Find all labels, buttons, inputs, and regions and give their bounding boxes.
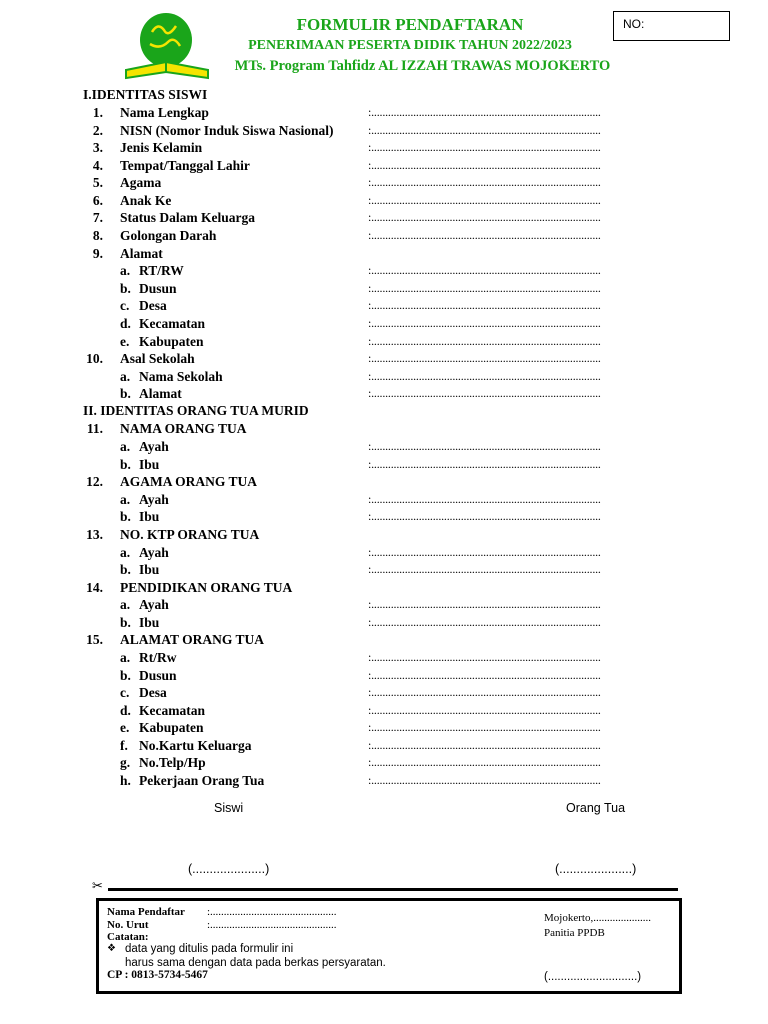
registration-slip <box>96 898 682 994</box>
diamond-bullet-icon: ❖ <box>107 943 116 954</box>
subfield-letter: a. <box>120 368 131 384</box>
subfield-letter: e. <box>120 720 130 736</box>
form-row <box>0 544 768 561</box>
subfield-letter: c. <box>120 685 130 701</box>
field-number: 6. <box>92 192 103 208</box>
subfield-letter: f. <box>120 737 128 753</box>
subfield-label: Kabupaten <box>139 333 204 349</box>
form-row <box>0 174 768 191</box>
school-logo <box>122 10 212 82</box>
subfield-letter: b. <box>120 456 131 472</box>
field-label: NISN (Nomor Induk Siswa Nasional) <box>120 122 334 138</box>
subfield-label: Ibu <box>139 456 160 472</box>
form-row <box>0 491 768 508</box>
subfield-letter: a. <box>120 544 131 560</box>
fill-in-field[interactable]: :.................................................................................. <box>368 122 601 137</box>
contact-phone: CP : 0813-5734-5467 <box>107 969 208 981</box>
fill-in-field[interactable]: :.................................................................................. <box>368 175 601 190</box>
subfield-label: RT/RW <box>139 263 184 279</box>
subfield-letter: d. <box>120 702 131 718</box>
section-student-identity: I.IDENTITAS SISWI <box>83 87 208 102</box>
subfield-letter: a. <box>120 491 131 507</box>
fill-in-field[interactable]: :.................................................................................. <box>368 544 601 559</box>
slip-place-date: Mojokerto,..................... <box>544 912 651 924</box>
fill-in-field[interactable]: :.................................................................................. <box>368 192 601 207</box>
fill-in-field[interactable]: :.................................................................................. <box>368 456 601 471</box>
parent-signature-blank[interactable]: (.....................) <box>555 862 637 876</box>
subfield-label: Ayah <box>139 597 169 613</box>
slip-committee-signature[interactable]: (............................) <box>544 971 642 983</box>
field-number: 2. <box>92 122 103 138</box>
subfield-letter: b. <box>120 509 131 525</box>
form-row <box>0 526 768 543</box>
form-row <box>0 315 768 332</box>
slip-name-label: Nama Pendaftar <box>107 906 185 918</box>
form-row <box>0 438 768 455</box>
subfield-letter: b. <box>120 280 131 296</box>
scissors-icon: ✂ <box>92 879 103 894</box>
field-number: 7. <box>92 210 103 226</box>
form-row <box>0 139 768 156</box>
fill-in-field[interactable]: :.................................................................................. <box>368 315 601 330</box>
form-row <box>0 333 768 350</box>
fill-in-field[interactable]: :.................................................................................. <box>368 333 601 348</box>
subfield-label: Kecamatan <box>139 702 205 718</box>
fill-in-field[interactable]: :.................................................................................. <box>368 737 601 752</box>
fill-in-field[interactable]: :.................................................................................. <box>368 649 601 664</box>
registration-number-label: NO: <box>623 17 645 31</box>
form-row <box>0 614 768 631</box>
subfield-label: Ibu <box>139 509 160 525</box>
fill-in-field[interactable]: :.................................................................................. <box>368 228 601 243</box>
field-label: ALAMAT ORANG TUA <box>120 632 265 648</box>
slip-committee: Panitia PPDB <box>544 927 605 939</box>
subfield-label: Dusun <box>139 280 177 296</box>
field-label: Anak Ke <box>120 192 172 208</box>
field-number: 12. <box>86 474 103 490</box>
subfield-label: Ayah <box>139 544 169 560</box>
cut-line <box>108 888 678 891</box>
field-label: Alamat <box>120 245 163 261</box>
subfield-label: Alamat <box>139 386 182 402</box>
fill-in-field[interactable]: :.................................................................................. <box>368 105 601 119</box>
slip-number-label: No. Urut <box>107 919 149 931</box>
form-row <box>0 420 768 437</box>
fill-in-field[interactable]: :.................................................................................. <box>368 491 601 506</box>
fill-in-field[interactable]: :.................................................................................. <box>368 720 601 735</box>
field-number: 8. <box>92 228 103 244</box>
fill-in-field[interactable]: :.................................................................................. <box>368 140 601 155</box>
form-row <box>0 684 768 701</box>
form-row <box>0 719 768 736</box>
fill-in-field[interactable]: :.................................................................................. <box>368 702 601 717</box>
slip-note-line2: harus sama dengan data pada berkas persyaratan. <box>125 957 386 969</box>
form-row <box>0 702 768 719</box>
fill-in-field[interactable]: :.................................................................................. <box>368 439 601 454</box>
slip-notes-label: Catatan: <box>107 931 149 943</box>
fill-in-field[interactable]: :.................................................................................. <box>368 298 601 313</box>
form-row <box>0 772 768 789</box>
form-row <box>0 737 768 754</box>
field-number: 9. <box>92 245 103 261</box>
form-row <box>0 667 768 684</box>
field-number: 10. <box>86 351 103 367</box>
subfield-letter: h. <box>120 773 131 789</box>
field-label: Nama Lengkap <box>120 105 209 120</box>
subfield-label: Desa <box>139 298 167 314</box>
field-label: Agama <box>120 175 162 191</box>
form-row <box>0 350 768 367</box>
subfield-label: Dusun <box>139 667 177 683</box>
form-row <box>0 297 768 314</box>
subfield-label: Kabupaten <box>139 720 204 736</box>
field-number: 3. <box>92 140 103 156</box>
form-row <box>0 561 768 578</box>
fill-in-field[interactable]: :.................................................................................. <box>368 773 601 788</box>
field-number: 11. <box>86 421 103 437</box>
field-label: AGAMA ORANG TUA <box>120 474 258 490</box>
subfield-label: No.Kartu Keluarga <box>139 737 252 753</box>
subfield-letter: a. <box>120 439 131 455</box>
fill-in-field[interactable]: :.................................................................................. <box>368 755 601 770</box>
subfield-label: Ayah <box>139 491 169 507</box>
form-row <box>0 280 768 297</box>
school-name: MTs. Program Tahfidz AL IZZAH TRAWAS MOJOKERTO <box>234 58 611 74</box>
field-number: 1. <box>92 105 103 120</box>
fill-in-field[interactable]: :.................................................................................. <box>368 685 601 700</box>
form-subtitle: PENERIMAAN PESERTA DIDIK TAHUN 2022/2023 <box>248 38 572 53</box>
field-number: 15. <box>86 632 103 648</box>
field-label: PENDIDIKAN ORANG TUA <box>120 579 293 595</box>
subfield-letter: e. <box>120 333 130 349</box>
slip-note-line1: data yang ditulis pada formulir ini <box>125 943 294 955</box>
subfield-letter: b. <box>120 562 131 578</box>
form-row <box>0 385 768 402</box>
subfield-letter: b. <box>120 614 131 630</box>
student-signature-label: Siswi <box>214 801 244 815</box>
form-row <box>0 754 768 771</box>
form-row <box>0 631 768 648</box>
subfield-letter: c. <box>120 298 130 314</box>
fill-in-field[interactable]: :.................................................................................. <box>368 386 601 401</box>
subfield-letter: a. <box>120 597 131 613</box>
form-row <box>0 473 768 490</box>
field-label: Golongan Darah <box>120 228 217 244</box>
field-label: NO. KTP ORANG TUA <box>120 526 260 542</box>
field-number: 4. <box>92 157 103 173</box>
form-row <box>0 368 768 385</box>
fill-in-field[interactable]: :.................................................................................. <box>368 280 601 295</box>
subfield-label: Rt/Rw <box>139 649 177 665</box>
slip-number-field[interactable]: :.............................................. <box>207 919 337 931</box>
student-signature-blank[interactable]: (.....................) <box>188 862 270 876</box>
fill-in-field[interactable]: :.................................................................................. <box>368 263 601 278</box>
field-label: NAMA ORANG TUA <box>120 421 247 437</box>
subfield-label: No.Telp/Hp <box>139 755 206 771</box>
field-number: 14. <box>86 579 103 595</box>
field-number: 13. <box>86 526 103 542</box>
field-label: Asal Sekolah <box>120 351 195 367</box>
field-label: Tempat/Tanggal Lahir <box>120 157 250 173</box>
subfield-label: Ibu <box>139 562 160 578</box>
fill-in-field[interactable]: :.................................................................................. <box>368 614 601 629</box>
field-label: Status Dalam Keluarga <box>120 210 255 226</box>
subfield-label: Nama Sekolah <box>139 368 223 384</box>
form-row <box>0 245 768 262</box>
form-row <box>0 227 768 244</box>
form-row <box>0 209 768 226</box>
parent-signature-label: Orang Tua <box>566 801 626 815</box>
subfield-letter: b. <box>120 667 131 683</box>
subfield-label: Desa <box>139 685 167 701</box>
subfield-letter: a. <box>120 649 131 665</box>
subfield-letter: g. <box>120 755 131 771</box>
fill-in-field[interactable]: :.................................................................................. <box>368 157 601 172</box>
form-title: FORMULIR PENDAFTARAN <box>296 15 524 34</box>
subfield-label: Pekerjaan Orang Tua <box>139 773 265 789</box>
slip-name-field[interactable]: :.............................................. <box>207 906 337 918</box>
form-row <box>0 596 768 613</box>
form-row <box>0 456 768 473</box>
fill-in-field[interactable]: :.................................................................................. <box>368 562 601 577</box>
fill-in-field[interactable]: :.................................................................................. <box>368 368 601 383</box>
field-label: Jenis Kelamin <box>120 140 203 156</box>
field-number: 5. <box>92 175 103 191</box>
subfield-label: Kecamatan <box>139 315 205 331</box>
subfield-letter: b. <box>120 386 131 402</box>
form-row <box>0 649 768 666</box>
form-row <box>0 104 768 121</box>
fill-in-field[interactable]: :.................................................................................. <box>368 667 601 682</box>
subfield-letter: a. <box>120 263 131 279</box>
form-row <box>0 262 768 279</box>
form-row <box>0 122 768 139</box>
section-parent-identity: II. IDENTITAS ORANG TUA MURID <box>83 402 309 418</box>
form-row <box>0 508 768 525</box>
fill-in-field[interactable]: :.................................................................................. <box>368 351 601 366</box>
form-row <box>0 579 768 596</box>
form-row <box>0 192 768 209</box>
subfield-label: Ibu <box>139 614 160 630</box>
subfield-label: Ayah <box>139 439 169 455</box>
subfield-letter: d. <box>120 315 131 331</box>
form-row <box>0 157 768 174</box>
registration-number-box[interactable] <box>613 11 730 41</box>
fill-in-field[interactable]: :.................................................................................. <box>368 597 601 612</box>
fill-in-field[interactable]: :.................................................................................. <box>368 509 601 524</box>
fill-in-field[interactable]: :.................................................................................. <box>368 210 601 225</box>
